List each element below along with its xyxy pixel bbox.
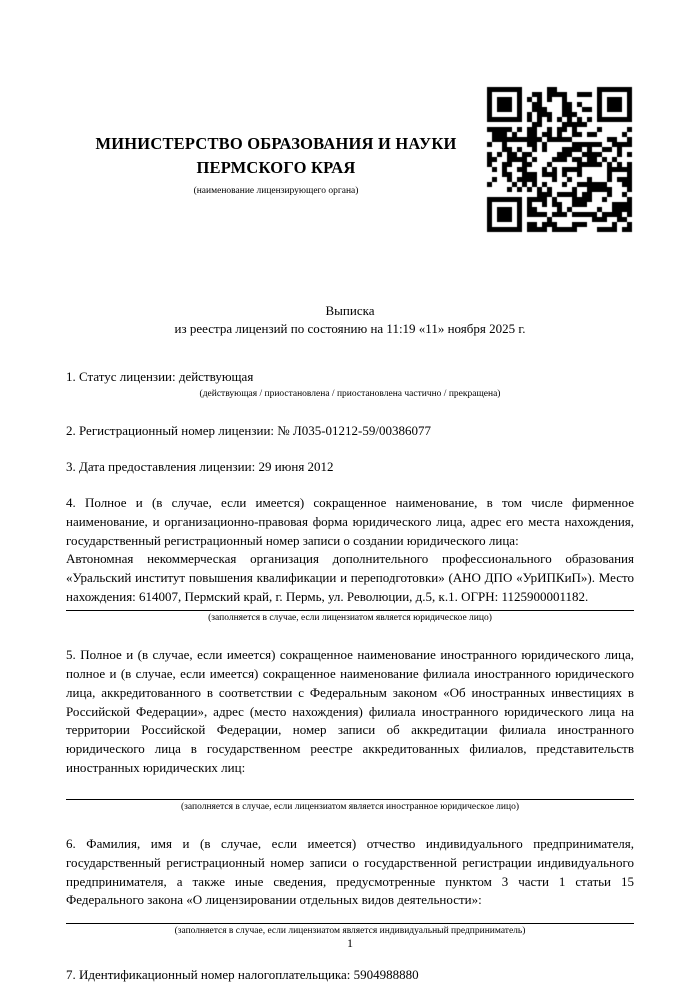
document-header <box>66 0 634 234</box>
document-title <box>66 302 634 338</box>
item-3-license-date: 3. Дата предоставления лицензии: 29 июня 2012 <box>66 459 334 475</box>
item-6-note: (заполняется в случае, если лицензиатом является индивидуальный предприниматель) <box>174 926 526 937</box>
item-2-registration-number: 2. Регистрационный номер лицензии: № Л035-01212-59/00386077 <box>66 423 432 439</box>
item-1-license-status: 1. Статус лицензии: действующая <box>66 369 254 385</box>
fill-line-item-4 <box>66 610 634 611</box>
page-number: 1 <box>347 936 353 950</box>
authority-caption: (наименование лицензирующего органа) <box>193 185 359 196</box>
ministry-name-line2: ПЕРМСКОГО КРАЯ <box>196 157 356 177</box>
item-5-note: (заполняется в случае, если лицензиатом является иностранное юридическое лицо) <box>181 801 519 812</box>
ministry-name-line1: МИНИСТЕРСТВО ОБРАЗОВАНИЯ И НАУКИ <box>95 134 457 153</box>
title-line2: из реестра лицензий по состоянию на 11:19 «11» ноября 2025 г. <box>174 321 526 337</box>
licensing-authority-block <box>66 132 486 196</box>
item-5-foreign-entity: 5. Полное и (в случае, если имеется) сокращенное наименование иностранного юридического лица, полное и (в случае, если имеется) сокращенное наименование филиала иностранного юридического лица, аккредитованного в соответствии с Федеральным законом «Об иностранных инвестициях в Российской Федерации», адрес (место нахождения) филиала иностранного юридического лица на территории Российской Федерации, номер записи об аккредитации филиала иностранного юридического лица в государственном реестре аккредитованных филиалов, представительств иностранных юридических лиц: <box>66 646 634 776</box>
item-1-note: (действующая / приостановлена / приостановлена частично / прекращена) <box>199 389 501 400</box>
item-6-individual-entrepreneur: 6. Фамилия, имя и (в случае, если имеется) отчество индивидуального предпринимателя, государственный регистрационный номер записи о государственной регистрации индивидуального предпринимателя, а также иные сведения, предусмотренные пунктом 3 части 1 статьи 15 Федерального закона «О лицензировании отдельных видов деятельности»: <box>66 835 634 908</box>
fill-line-item-5 <box>66 799 634 800</box>
fill-line-item-6 <box>66 923 634 924</box>
item-4-note: (заполняется в случае, если лицензиатом является юридическое лицо) <box>208 612 492 623</box>
item-4-legal-entity-heading: 4. Полное и (в случае, если имеется) сокращенное наименование, в том числе фирменное наименование, и организационно-правовая форма юридического лица, адрес его места нахождения, государственный регистрационный номер записи о создании юридического лица: <box>66 494 634 548</box>
title-line1: Выписка <box>325 303 375 318</box>
item-7-taxpayer-number: 7. Идентификационный номер налогоплательщика: 5904988880 <box>66 967 419 983</box>
qr-code <box>486 86 634 234</box>
item-4-legal-entity-value: Автономная некоммерческая организация дополнительного профессионального образования «Уральский институт повышения квалификации и переподготовки» (АНО ДПО «УрИПКиП»). Место нахождения: 614007, Пермский край, г. Пермь, ул. Революции, д.5, к.1. ОГРН: 1125900001182. <box>66 551 634 605</box>
